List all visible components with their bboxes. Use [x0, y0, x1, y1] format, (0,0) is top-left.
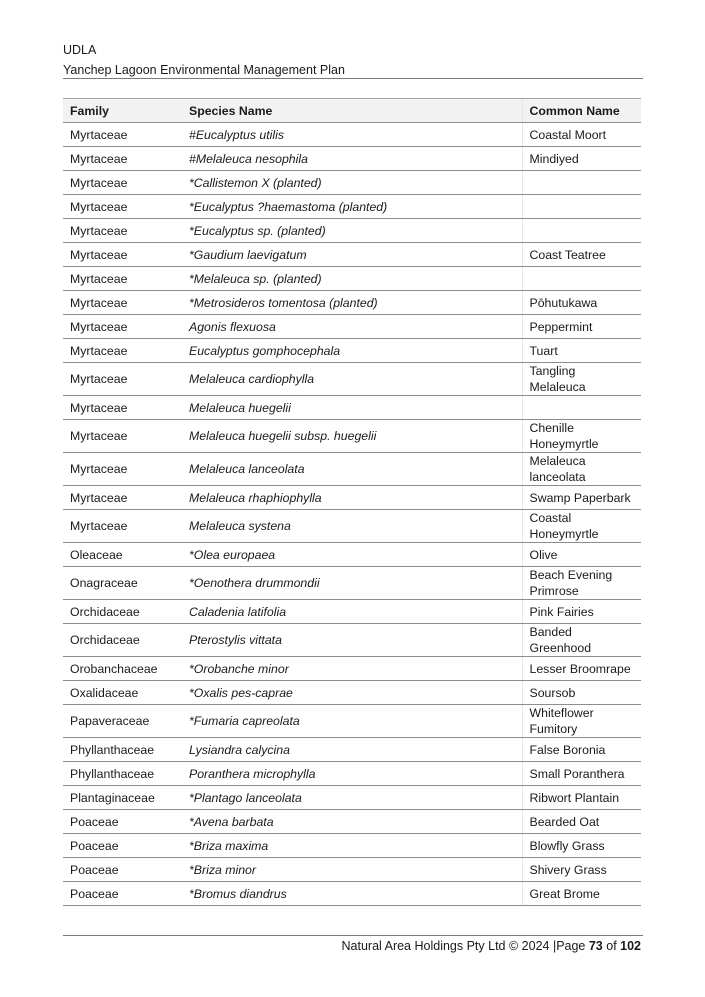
family-cell: Myrtaceae — [63, 315, 182, 339]
common-name-cell: Great Brome — [522, 882, 641, 906]
species-cell: *Eucalyptus sp. (planted) — [182, 219, 522, 243]
common-name-cell: Banded Greenhood — [522, 624, 641, 657]
family-cell: Phyllanthaceae — [63, 738, 182, 762]
species-cell: *Oxalis pes-caprae — [182, 681, 522, 705]
family-cell: Myrtaceae — [63, 420, 182, 453]
common-name-cell: Ribwort Plantain — [522, 786, 641, 810]
table-row — [63, 738, 641, 762]
table-row — [63, 147, 641, 171]
common-name-cell: Shivery Grass — [522, 858, 641, 882]
family-cell: Papaveraceae — [63, 705, 182, 738]
common-name-cell: Coastal Moort — [522, 123, 641, 147]
common-name-cell: Coastal Honeymyrtle — [522, 510, 641, 543]
family-cell: Poaceae — [63, 858, 182, 882]
column-header-species: Species Name — [182, 99, 522, 123]
family-cell: Poaceae — [63, 882, 182, 906]
common-name-cell: Blowfly Grass — [522, 834, 641, 858]
table-row — [63, 681, 641, 705]
table-row — [63, 882, 641, 906]
common-name-cell: Mindiyed — [522, 147, 641, 171]
common-name-cell: Small Poranthera — [522, 762, 641, 786]
common-name-cell — [522, 267, 641, 291]
table-row — [63, 567, 641, 600]
table-row — [63, 420, 641, 453]
common-name-cell: Swamp Paperbark — [522, 486, 641, 510]
table-row — [63, 267, 641, 291]
table-header-row — [63, 99, 641, 123]
common-name-cell: Beach Evening Primrose — [522, 567, 641, 600]
table-row — [63, 195, 641, 219]
species-cell: Pterostylis vittata — [182, 624, 522, 657]
common-name-cell: Bearded Oat — [522, 810, 641, 834]
species-cell: Agonis flexuosa — [182, 315, 522, 339]
common-name-cell: Tuart — [522, 339, 641, 363]
species-cell: *Orobanche minor — [182, 657, 522, 681]
family-cell: Poaceae — [63, 810, 182, 834]
family-cell: Orobanchaceae — [63, 657, 182, 681]
family-cell: Myrtaceae — [63, 291, 182, 315]
footer-text — [63, 939, 643, 953]
family-cell: Myrtaceae — [63, 510, 182, 543]
species-cell: Lysiandra calycina — [182, 738, 522, 762]
family-cell: Myrtaceae — [63, 267, 182, 291]
species-cell: *Gaudium laevigatum — [182, 243, 522, 267]
family-cell: Myrtaceae — [63, 396, 182, 420]
table-row — [63, 315, 641, 339]
common-name-cell: Olive — [522, 543, 641, 567]
family-cell: Myrtaceae — [63, 486, 182, 510]
column-header-family: Family — [63, 99, 182, 123]
family-cell: Orchidaceae — [63, 624, 182, 657]
species-cell: *Melaleuca sp. (planted) — [182, 267, 522, 291]
common-name-cell — [522, 171, 641, 195]
species-cell: *Briza minor — [182, 858, 522, 882]
family-cell: Myrtaceae — [63, 453, 182, 486]
page-footer — [63, 935, 643, 953]
table-row — [63, 600, 641, 624]
table-row — [63, 510, 641, 543]
table-row — [63, 858, 641, 882]
common-name-cell: Coast Teatree — [522, 243, 641, 267]
species-cell: Melaleuca cardiophylla — [182, 363, 522, 396]
species-cell: *Fumaria capreolata — [182, 705, 522, 738]
column-header-common-name: Common Name — [522, 99, 641, 123]
table-row — [63, 834, 641, 858]
footer-of-label: of — [602, 939, 621, 953]
table-row — [63, 705, 641, 738]
org-name: UDLA — [63, 43, 97, 57]
table-row — [63, 123, 641, 147]
common-name-cell — [522, 219, 641, 243]
family-cell: Myrtaceae — [63, 123, 182, 147]
family-cell: Myrtaceae — [63, 243, 182, 267]
family-cell: Myrtaceae — [63, 363, 182, 396]
family-cell: Plantaginaceae — [63, 786, 182, 810]
species-cell: *Oenothera drummondii — [182, 567, 522, 600]
species-cell: Melaleuca rhaphiophylla — [182, 486, 522, 510]
family-cell: Orchidaceae — [63, 600, 182, 624]
common-name-cell: Pink Fairies — [522, 600, 641, 624]
species-cell: Melaleuca huegelii — [182, 396, 522, 420]
table-row — [63, 810, 641, 834]
common-name-cell: False Boronia — [522, 738, 641, 762]
family-cell: Myrtaceae — [63, 195, 182, 219]
page-header — [63, 40, 643, 80]
species-table — [63, 98, 641, 906]
common-name-cell: Melaleuca lanceolata — [522, 453, 641, 486]
table-row — [63, 219, 641, 243]
header-rule — [63, 78, 643, 79]
common-name-cell: Chenille Honeymyrtle — [522, 420, 641, 453]
common-name-cell: Peppermint — [522, 315, 641, 339]
species-cell: #Eucalyptus utilis — [182, 123, 522, 147]
common-name-cell: Soursob — [522, 681, 641, 705]
common-name-cell: Lesser Broomrape — [522, 657, 641, 681]
family-cell: Myrtaceae — [63, 171, 182, 195]
species-cell: Melaleuca huegelii subsp. huegelii — [182, 420, 522, 453]
footer-company: Natural Area Holdings Pty Ltd © 2024 |Page — [341, 939, 589, 953]
common-name-cell: Whiteflower Fumitory — [522, 705, 641, 738]
family-cell: Poaceae — [63, 834, 182, 858]
table-row — [63, 339, 641, 363]
document-title: Yanchep Lagoon Environmental Management Plan — [63, 63, 345, 77]
table-row — [63, 171, 641, 195]
table-row — [63, 786, 641, 810]
common-name-cell: Pōhutukawa — [522, 291, 641, 315]
table-row — [63, 486, 641, 510]
species-cell: *Metrosideros tomentosa (planted) — [182, 291, 522, 315]
footer-rule — [63, 935, 643, 936]
family-cell: Oleaceae — [63, 543, 182, 567]
family-cell: Phyllanthaceae — [63, 762, 182, 786]
table-row — [63, 453, 641, 486]
species-cell: *Eucalyptus ?haemastoma (planted) — [182, 195, 522, 219]
species-cell: Eucalyptus gomphocephala — [182, 339, 522, 363]
species-cell: *Avena barbata — [182, 810, 522, 834]
page-number-current: 73 — [588, 939, 603, 953]
species-cell: *Bromus diandrus — [182, 882, 522, 906]
species-cell: Melaleuca lanceolata — [182, 453, 522, 486]
table-row — [63, 762, 641, 786]
species-cell: *Plantago lanceolata — [182, 786, 522, 810]
species-cell: *Briza maxima — [182, 834, 522, 858]
family-cell: Myrtaceae — [63, 339, 182, 363]
species-cell: Melaleuca systena — [182, 510, 522, 543]
species-cell: *Olea europaea — [182, 543, 522, 567]
species-cell: #Melaleuca nesophila — [182, 147, 522, 171]
common-name-cell: Tangling Melaleuca — [522, 363, 641, 396]
table-row — [63, 243, 641, 267]
table-row — [63, 657, 641, 681]
table-row — [63, 396, 641, 420]
family-cell: Myrtaceae — [63, 147, 182, 171]
table-row — [63, 543, 641, 567]
table-row — [63, 363, 641, 396]
common-name-cell — [522, 195, 641, 219]
family-cell: Onagraceae — [63, 567, 182, 600]
table-row — [63, 291, 641, 315]
family-cell: Oxalidaceae — [63, 681, 182, 705]
family-cell: Myrtaceae — [63, 219, 182, 243]
table-row — [63, 624, 641, 657]
common-name-cell — [522, 396, 641, 420]
page-number-total: 102 — [620, 939, 641, 953]
species-cell: Poranthera microphylla — [182, 762, 522, 786]
species-cell: Caladenia latifolia — [182, 600, 522, 624]
species-cell: *Callistemon X (planted) — [182, 171, 522, 195]
